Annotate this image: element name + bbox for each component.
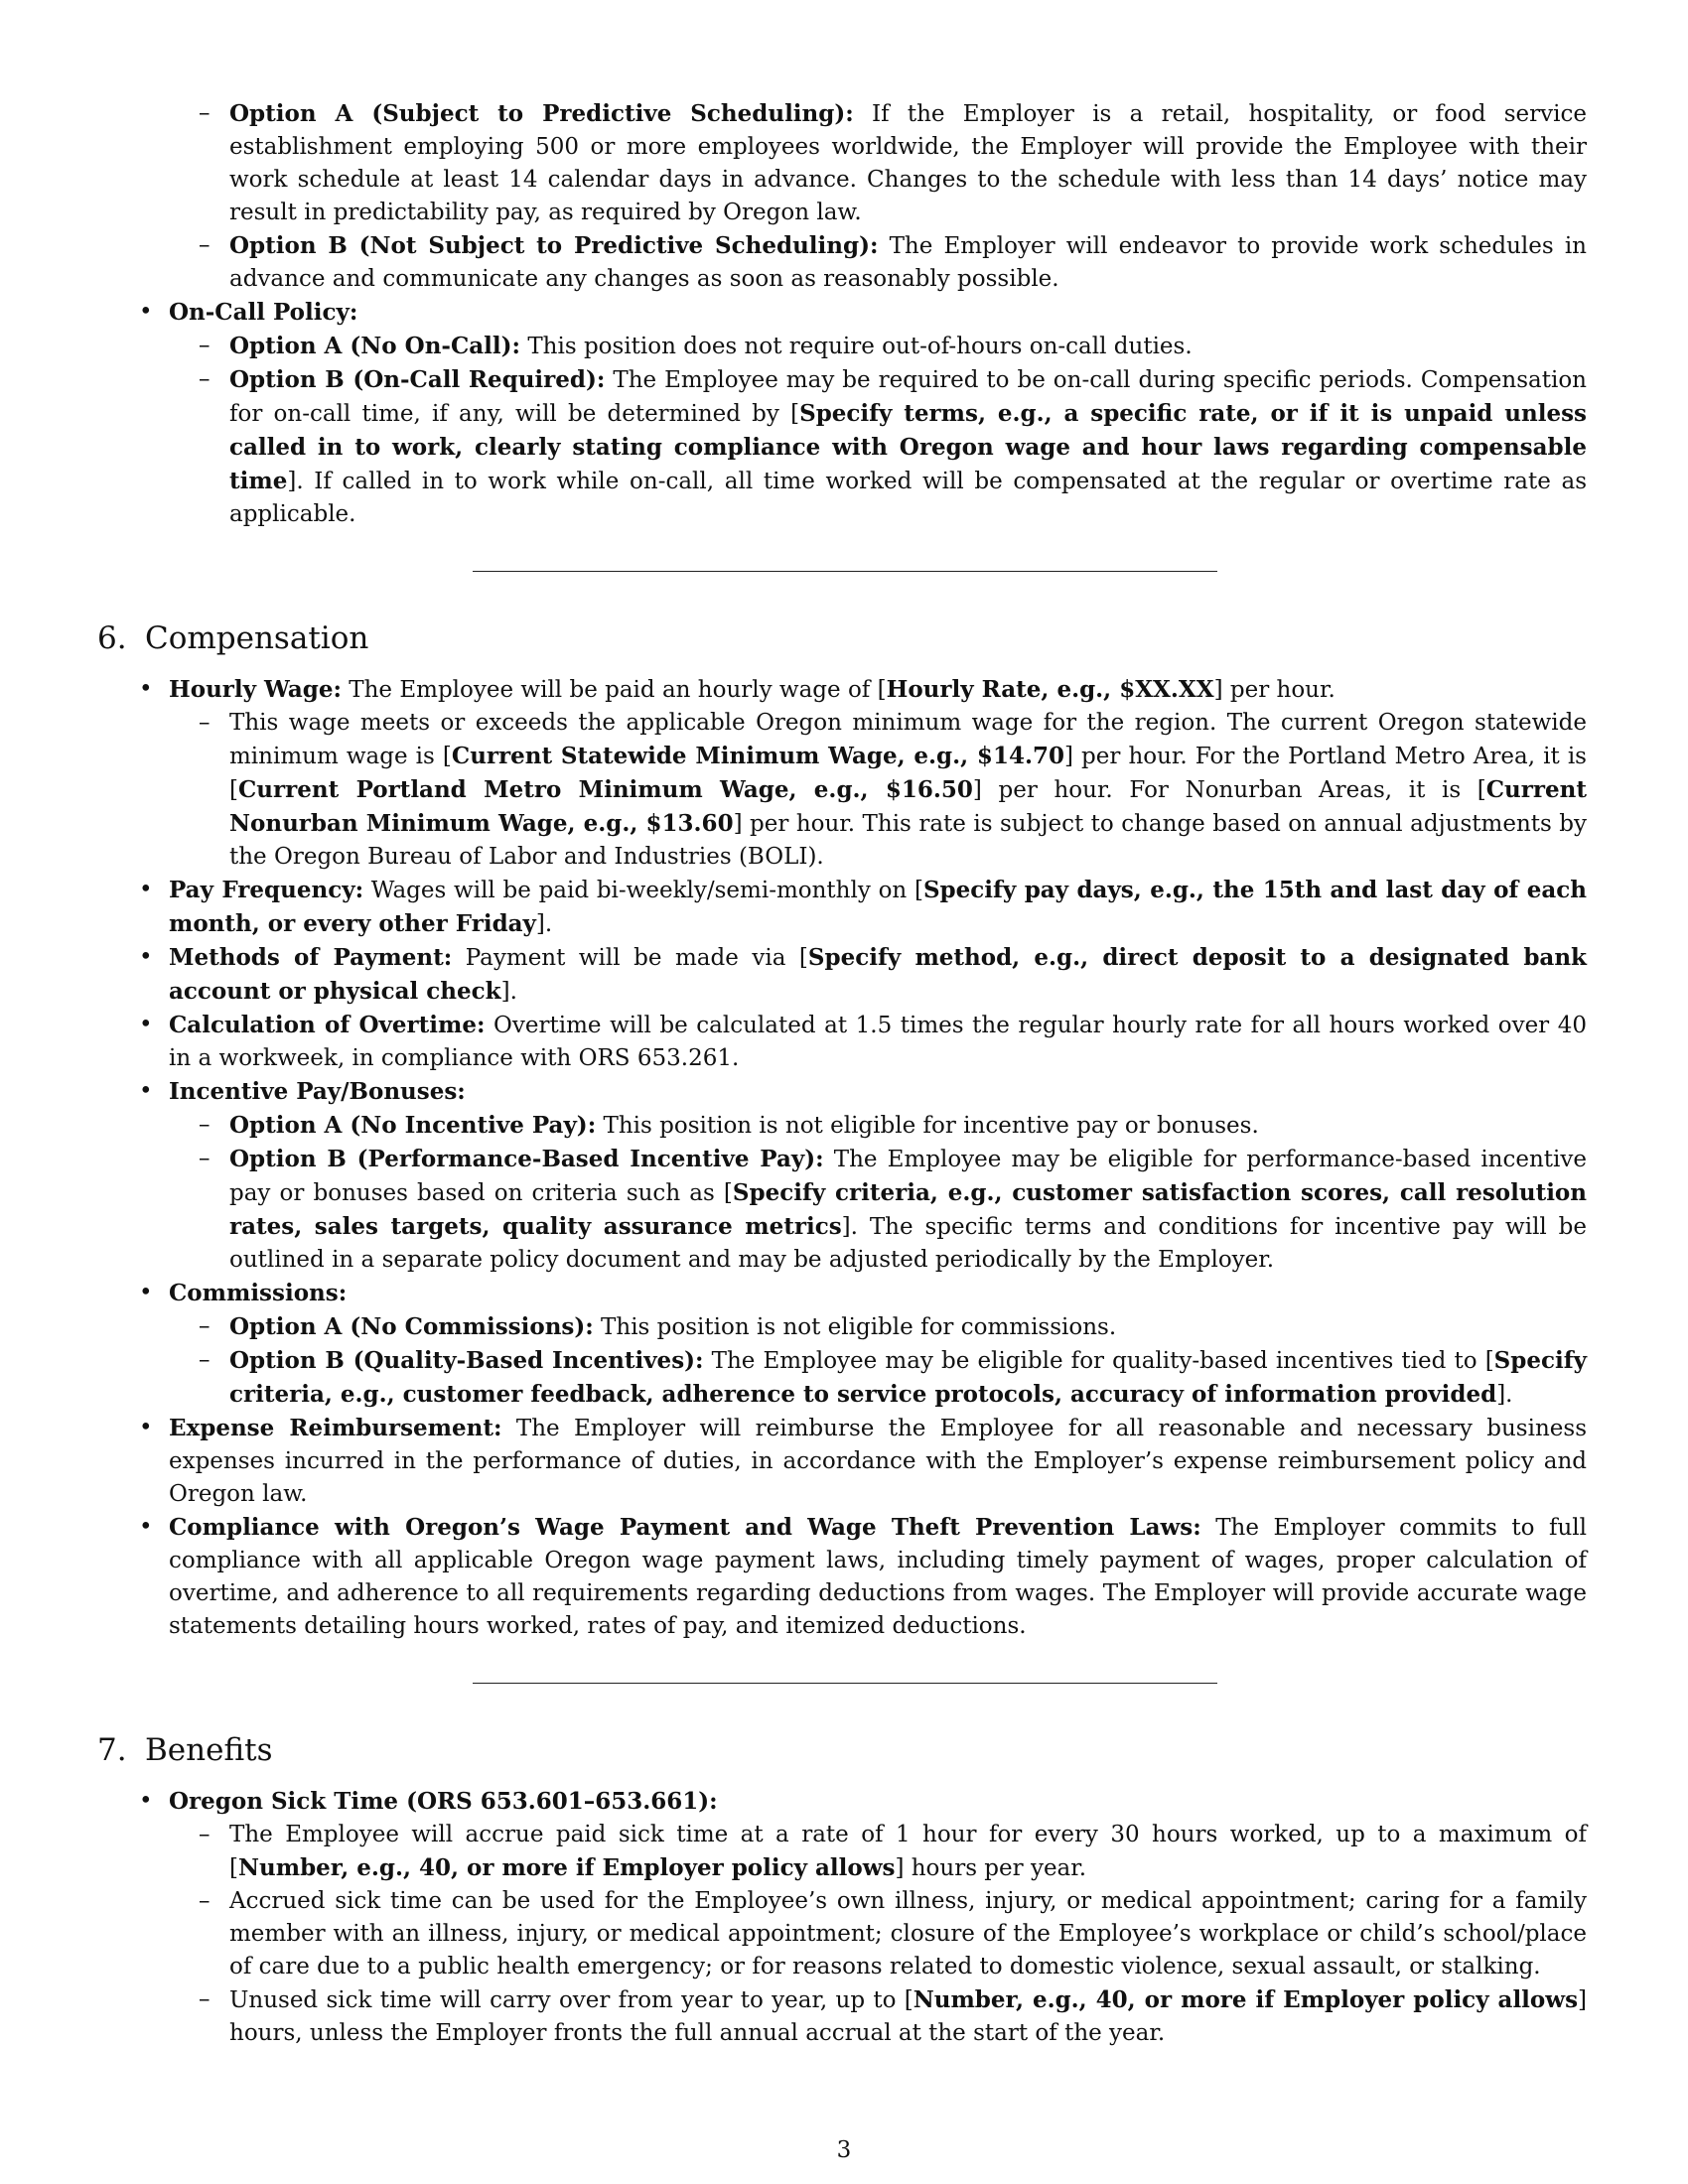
list-item: • Commissions: – Option A (No Commissions): This position is not eligible for commissions. – Option B (Quality-Based Incentives): The Employee may be eligible for quality-based incentives tied to [Specify criteria, e.g., customer feedback, adherence to service protocols, accuracy of information provided]. bbox=[97, 1277, 1587, 1412]
page-number: 3 bbox=[836, 2137, 852, 2163]
page-content bbox=[97, 97, 1587, 2050]
oncall-options bbox=[169, 330, 1587, 531]
list-item: – Option B (Performance-Based Incentive Pay): The Employee may be eligible for performance-based incentive pay or bonuses based on criteria such as [Specify criteria, e.g., customer satisfaction scores, call resolution rates, sales targets, quality assurance metrics]. The specific terms and conditions for incentive pay will be outlined in a separate policy document and may be adjusted periodically by the Employer. bbox=[169, 1143, 1587, 1277]
section-heading: 6. Compensation bbox=[97, 620, 369, 656]
list-item: – This wage meets or exceeds the applicable Oregon minimum wage for the region. The current Oregon statewide minimum wage is [Current Statewide Minimum Wage, e.g., $14.70] per hour. For the Portland Metro Area, it is [Current Portland Metro Minimum Wage, e.g., $16.50] per hour. For Nonurban Areas, it is [Current Nonurban Minimum Wage, e.g., $13.60] per hour. This rate is subject to change based on annual adjustments by the Oregon Bureau of Labor and Industries (BOLI). bbox=[169, 707, 1587, 874]
list-item: – Option A (Subject to Predictive Scheduling): If the Employer is a retail, hospitality, or food service establishment employing 500 or more employees worldwide, the Employer will provide the Employee with their work schedule at least 14 calendar days in advance. Changes to the schedule with less than 14 days’ notice may result in predictability pay, as required by Oregon law. bbox=[169, 97, 1587, 229]
list-item: – The Employee will accrue paid sick time at a rate of 1 hour for every 30 hours worked, up to a maximum of [Number, e.g., 40, or more if Employer policy allows] hours per year. bbox=[169, 1819, 1587, 1885]
section-divider bbox=[473, 571, 1217, 572]
list-item: • Oregon Sick Time (ORS 653.601–653.661): – The Employee will accrue paid sick time at a rate of 1 hour for every 30 hours worked, up to a maximum of [Number, e.g., 40, or more if Employer policy allows] hours per year. – Accrued sick time can be used for the Employee’s own illness, injury, or medical appointment; caring for a family member with an illness, injury, or medical appointment; closure of the Employee’s workplace or child’s school/place of care due to a public health emergency; or for reasons related to domestic violence, sexual assault, or stalking. – Unused sick time will carry over from year to year, up to [Number, e.g., 40, or more if Employer policy allows] hours, unless the Employer fronts the full annual accrual at the start of the year. bbox=[97, 1785, 1587, 2050]
list-item: • Compliance with Oregon’s Wage Payment and Wage Theft Prevention Laws: The Employer commits to full compliance with all applicable Oregon wage payment laws, including timely payment of wages, proper calculation of overtime, and adherence to all requirements regarding deductions from wages. The Employer will provide accurate wage statements detailing hours worked, rates of pay, and itemized deductions. bbox=[97, 1511, 1587, 1643]
sub-list bbox=[169, 1310, 1587, 1412]
section-divider bbox=[473, 1683, 1217, 1684]
list-item: – Accrued sick time can be used for the Employee’s own illness, injury, or medical appointment; caring for a family member with an illness, injury, or medical appointment; closure of the Employee’s workplace or child’s school/place of care due to a public health emergency; or for reasons related to domestic violence, sexual assault, or stalking. bbox=[169, 1885, 1587, 1983]
sub-list bbox=[169, 1819, 1587, 2050]
list-item: • Methods of Payment: Payment will be made via [Specify method, e.g., direct deposit to a designated bank account or physical check]. bbox=[97, 941, 1587, 1009]
benefits-list bbox=[97, 1785, 1587, 2050]
list-item: – Option B (Quality-Based Incentives): The Employee may be eligible for quality-based incentives tied to [Specify criteria, e.g., customer feedback, adherence to service protocols, accuracy of information provided]. bbox=[169, 1344, 1587, 1412]
list-item: • Incentive Pay/Bonuses: – Option A (No Incentive Pay): This position is not eligible for incentive pay or bonuses. – Option B (Performance-Based Incentive Pay): The Employee may be eligible for performance-based incentive pay or bonuses based on criteria such as [Specify criteria, e.g., customer satisfaction scores, call resolution rates, sales targets, quality assurance metrics]. The specific terms and conditions for incentive pay will be outlined in a separate policy document and may be adjusted periodically by the Employer. bbox=[97, 1075, 1587, 1277]
list-item: • Hourly Wage: The Employee will be paid an hourly wage of [Hourly Rate, e.g., $XX.XX] per hour. – This wage meets or exceeds the applicable Oregon minimum wage for the region. The current Oregon statewide minimum wage is [Current Statewide Minimum Wage, e.g., $14.70] per hour. For the Portland Metro Area, it is [Current Portland Metro Minimum Wage, e.g., $16.50] per hour. For Nonurban Areas, it is [Current Nonurban Minimum Wage, e.g., $13.60] per hour. This rate is subject to change based on annual adjustments by the Oregon Bureau of Labor and Industries (BOLI). bbox=[97, 673, 1587, 874]
list-item: – Option A (No On-Call): This position does not require out-of-hours on-call duties. bbox=[169, 330, 1587, 363]
list-item: • Expense Reimbursement: The Employer will reimburse the Employee for all reasonable and necessary business expenses incurred in the performance of duties, in accordance with the Employer’s expense reimbursement policy and Oregon law. bbox=[97, 1412, 1587, 1511]
scheduling-options bbox=[169, 97, 1587, 296]
scheduling-continuation-list bbox=[97, 97, 1587, 531]
list-item: – Option A (No Commissions): This position is not eligible for commissions. bbox=[169, 1310, 1587, 1344]
list-item bbox=[97, 97, 1587, 296]
list-item: • Calculation of Overtime: Overtime will be calculated at 1.5 times the regular hourly rate for all hours worked over 40 in a workweek, in compliance with ORS 653.261. bbox=[97, 1009, 1587, 1075]
sub-list bbox=[169, 707, 1587, 874]
compensation-list bbox=[97, 673, 1587, 1643]
list-item: – Option B (On-Call Required): The Employee may be required to be on-call during specific periods. Compensation for on-call time, if any, will be determined by [Specify terms, e.g., a specific rate, or if it is unpaid unless called in to work, clearly stating compliance with Oregon wage and hour laws regarding compensable time]. If called in to work while on-call, all time worked will be compensated at the regular or overtime rate as applicable. bbox=[169, 363, 1587, 531]
list-item: • On-Call Policy: – Option A (No On-Call): This position does not require out-of-hours on-call duties. – Option B (On-Call Required): The Employee may be required to be on-call during specific periods. Compensation for on-call time, if any, will be determined by [Specify terms, e.g., a specific rate, or if it is unpaid unless called in to work, clearly stating compliance with Oregon wage and hour laws regarding compensable time]. If called in to work while on-call, all time worked will be compensated at the regular or overtime rate as applicable. bbox=[97, 296, 1587, 531]
list-item: • Pay Frequency: Wages will be paid bi-weekly/semi-monthly on [Specify pay days, e.g., the 15th and last day of each month, or every other Friday]. bbox=[97, 874, 1587, 941]
list-item: – Option B (Not Subject to Predictive Scheduling): The Employer will endeavor to provide work schedules in advance and communicate any changes as soon as reasonably possible. bbox=[169, 229, 1587, 296]
sub-list bbox=[169, 1109, 1587, 1277]
list-item: – Option A (No Incentive Pay): This position is not eligible for incentive pay or bonuses. bbox=[169, 1109, 1587, 1143]
list-item: – Unused sick time will carry over from year to year, up to [Number, e.g., 40, or more if Employer policy allows] hours, unless the Employer fronts the full annual accrual at the start of the year. bbox=[169, 1983, 1587, 2050]
section-heading: 7. Benefits bbox=[97, 1732, 273, 1768]
